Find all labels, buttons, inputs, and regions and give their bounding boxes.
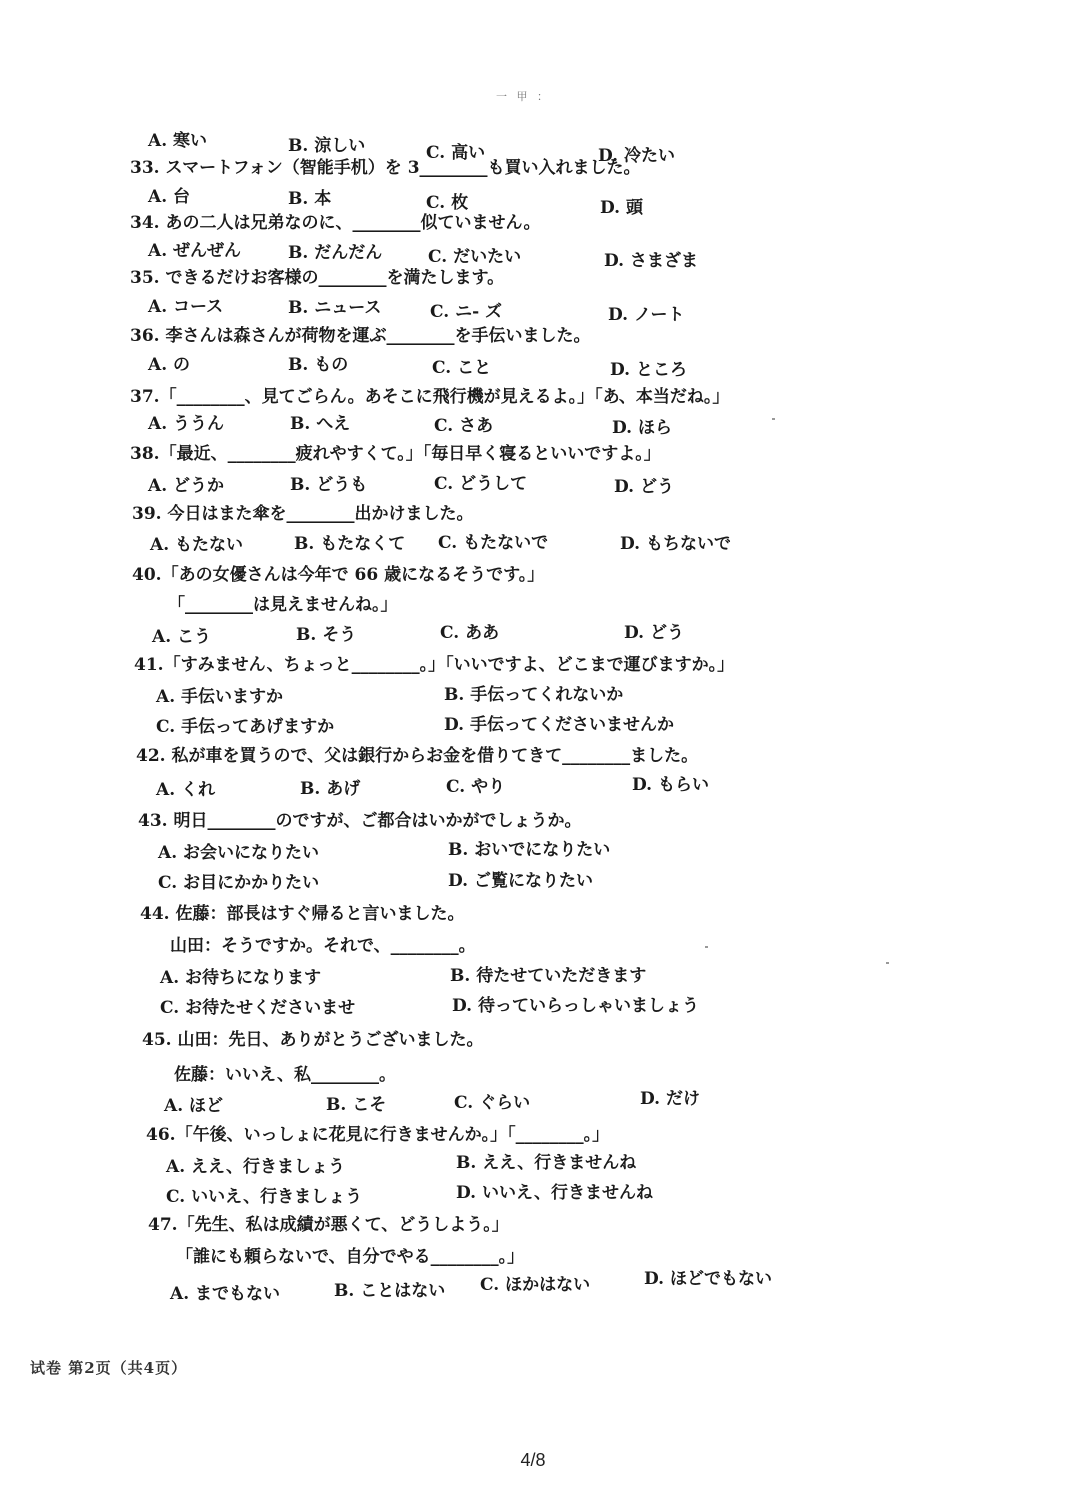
q38-option-a: A. どうか — [148, 476, 225, 496]
q44-stem-1: 44. 佐藤：部長はすぐ帰ると言いました。 — [140, 904, 465, 924]
q42-option-c: C. やり — [446, 777, 506, 797]
q46-option-a: A. ええ、行きましょう — [166, 1157, 346, 1177]
q33-option-a: A. 台 — [148, 187, 191, 207]
q44-option-c: C. お待たせくださいませ — [160, 998, 356, 1018]
q38-option-d: D. どう — [614, 477, 674, 497]
q32-option-c: C. 高い — [426, 143, 486, 163]
q32-option-d: D. 冷たい — [598, 146, 675, 166]
q41-option-d: D. 手伝ってくださいませんか — [444, 715, 674, 735]
q47-stem-1: 47.「先生、私は成績が悪くて、どうしよう。」 — [148, 1215, 509, 1235]
q39-stem: 39. 今日はまた傘を________出かけました。 — [132, 504, 474, 524]
q37-option-d: D. ほら — [612, 418, 672, 438]
q43-option-c: C. お目にかかりたい — [158, 873, 320, 893]
q36-option-b: B. もの — [288, 355, 349, 375]
q44-stem-2: 山田：そうですか。それで、________。 — [170, 936, 476, 956]
q43-option-d: D. ご覧になりたい — [448, 871, 593, 891]
q45-option-a: A. ほど — [164, 1096, 224, 1116]
q41-option-c: C. 手伝ってあげますか — [156, 717, 335, 737]
q45-stem-1: 45. 山田：先日、ありがとうございました。 — [142, 1030, 484, 1050]
q35-stem: 35. できるだけお客様の________を満たします。 — [130, 268, 505, 288]
q34-stem: 34. あの二人は兄弟なのに、________似ていません。 — [130, 213, 541, 233]
q43-option-a: A. お会いになりたい — [158, 843, 320, 863]
scan-speck — [886, 962, 889, 964]
q40-stem-1: 40.「あの女優さんは今年で 66 歳になるそうです。」 — [132, 565, 545, 585]
q35-option-c: C. ニ- ズ — [430, 302, 503, 322]
exam-footer-label: 试卷 第2页（共4页） — [30, 1359, 188, 1377]
q37-stem: 37.「________、見てごらん。あそこに飛行機が見えるよ。」「あ、本当だね。」 — [130, 387, 730, 407]
q40-option-c: C. ああ — [440, 623, 500, 643]
q36-option-c: C. こと — [432, 358, 492, 378]
q34-option-c: C. だいたい — [428, 247, 522, 267]
q45-option-c: C. ぐらい — [454, 1093, 531, 1113]
header-mark: 一 甲 ： — [496, 90, 551, 103]
q37-option-c: C. さあ — [434, 416, 494, 436]
q42-option-a: A. くれ — [156, 780, 216, 800]
page-indicator: 4/8 — [520, 1450, 546, 1470]
q34-option-b: B. だんだん — [288, 243, 383, 263]
q45-option-b: B. こそ — [326, 1095, 387, 1115]
q40-stem-2: 「________は見えませんね。」 — [168, 595, 398, 615]
q47-option-b: B. ことはない — [334, 1281, 446, 1301]
q42-option-b: B. あげ — [300, 779, 361, 799]
q36-option-d: D. ところ — [610, 360, 687, 380]
q39-option-a: A. もたない — [150, 535, 244, 555]
q39-option-b: B. もたなくて — [294, 534, 406, 554]
q47-option-d: D. ほどでもない — [644, 1269, 772, 1289]
q44-option-b: B. 待たせていただきます — [450, 966, 647, 986]
q41-stem: 41.「すみません、ちょっと________。」「いいですよ、どこまで運びますか。」 — [134, 655, 735, 675]
q32-option-a: A. 寒い — [148, 131, 208, 151]
q46-stem: 46.「午後、いっしょに花見に行きませんか。」「________。」 — [146, 1125, 610, 1145]
q33-option-b: B. 本 — [288, 189, 332, 209]
q34-option-a: A. ぜんぜん — [148, 241, 242, 261]
q46-option-d: D. いいえ、行きませんね — [456, 1183, 653, 1203]
q44-option-d: D. 待っていらっしゃいましょう — [452, 996, 699, 1016]
q45-option-d: D. だけ — [640, 1089, 700, 1109]
q35-option-b: B. ニュース — [288, 298, 382, 318]
q37-option-b: B. へえ — [290, 414, 351, 434]
q46-option-c: C. いいえ、行きましょう — [166, 1187, 363, 1207]
q36-stem: 36. 李さんは森さんが荷物を運ぶ________を手伝いました。 — [130, 326, 591, 346]
q32-option-b: B. 涼しい — [288, 136, 366, 156]
q38-option-b: B. どうも — [290, 475, 368, 495]
q44-option-a: A. お待ちになります — [160, 968, 322, 988]
q43-stem: 43. 明日________のですが、ご都合はいかがでしょうか。 — [138, 811, 582, 831]
q41-option-a: A. 手伝いますか — [156, 687, 284, 707]
q33-option-d: D. 頭 — [600, 198, 643, 218]
q39-option-d: D. もちないで — [620, 534, 731, 554]
q33-option-c: C. 枚 — [426, 193, 469, 213]
q33-stem: 33. スマートフォン（智能手机）を 3________も買い入れました。 — [130, 158, 641, 178]
q47-option-c: C. ほかはない — [480, 1275, 591, 1295]
q39-option-c: C. もたないで — [438, 533, 549, 553]
q36-option-a: A. の — [148, 355, 191, 375]
q43-option-b: B. おいでになりたい — [448, 840, 611, 860]
q45-stem-2: 佐藤：いいえ、私________。 — [174, 1065, 397, 1085]
q37-option-a: A. ううん — [148, 414, 225, 434]
q35-option-d: D. ノート — [608, 305, 685, 325]
scan-speck — [705, 946, 708, 948]
q47-option-a: A. までもない — [170, 1284, 281, 1304]
scan-speck — [772, 418, 775, 420]
q38-option-c: C. どうして — [434, 474, 528, 494]
q46-option-b: B. ええ、行きませんね — [456, 1153, 637, 1173]
q42-option-d: D. もらい — [632, 775, 709, 795]
q35-option-a: A. コース — [148, 297, 224, 317]
q34-option-d: D. さまざま — [604, 251, 698, 271]
q40-option-b: B. そう — [296, 625, 357, 645]
q40-option-a: A. こう — [152, 627, 212, 647]
q42-stem: 42. 私が車を買うので、父は銀行からお金を借りてきて________ました。 — [136, 746, 699, 766]
q40-option-d: D. どう — [624, 623, 684, 643]
q41-option-b: B. 手伝ってくれないか — [444, 685, 624, 705]
q38-stem: 38.「最近、________疲れやすくて。」「毎日早く寝るといいですよ。」 — [130, 444, 661, 464]
q47-stem-2: 「誰にも頼らないで、自分でやる________。」 — [176, 1247, 525, 1267]
